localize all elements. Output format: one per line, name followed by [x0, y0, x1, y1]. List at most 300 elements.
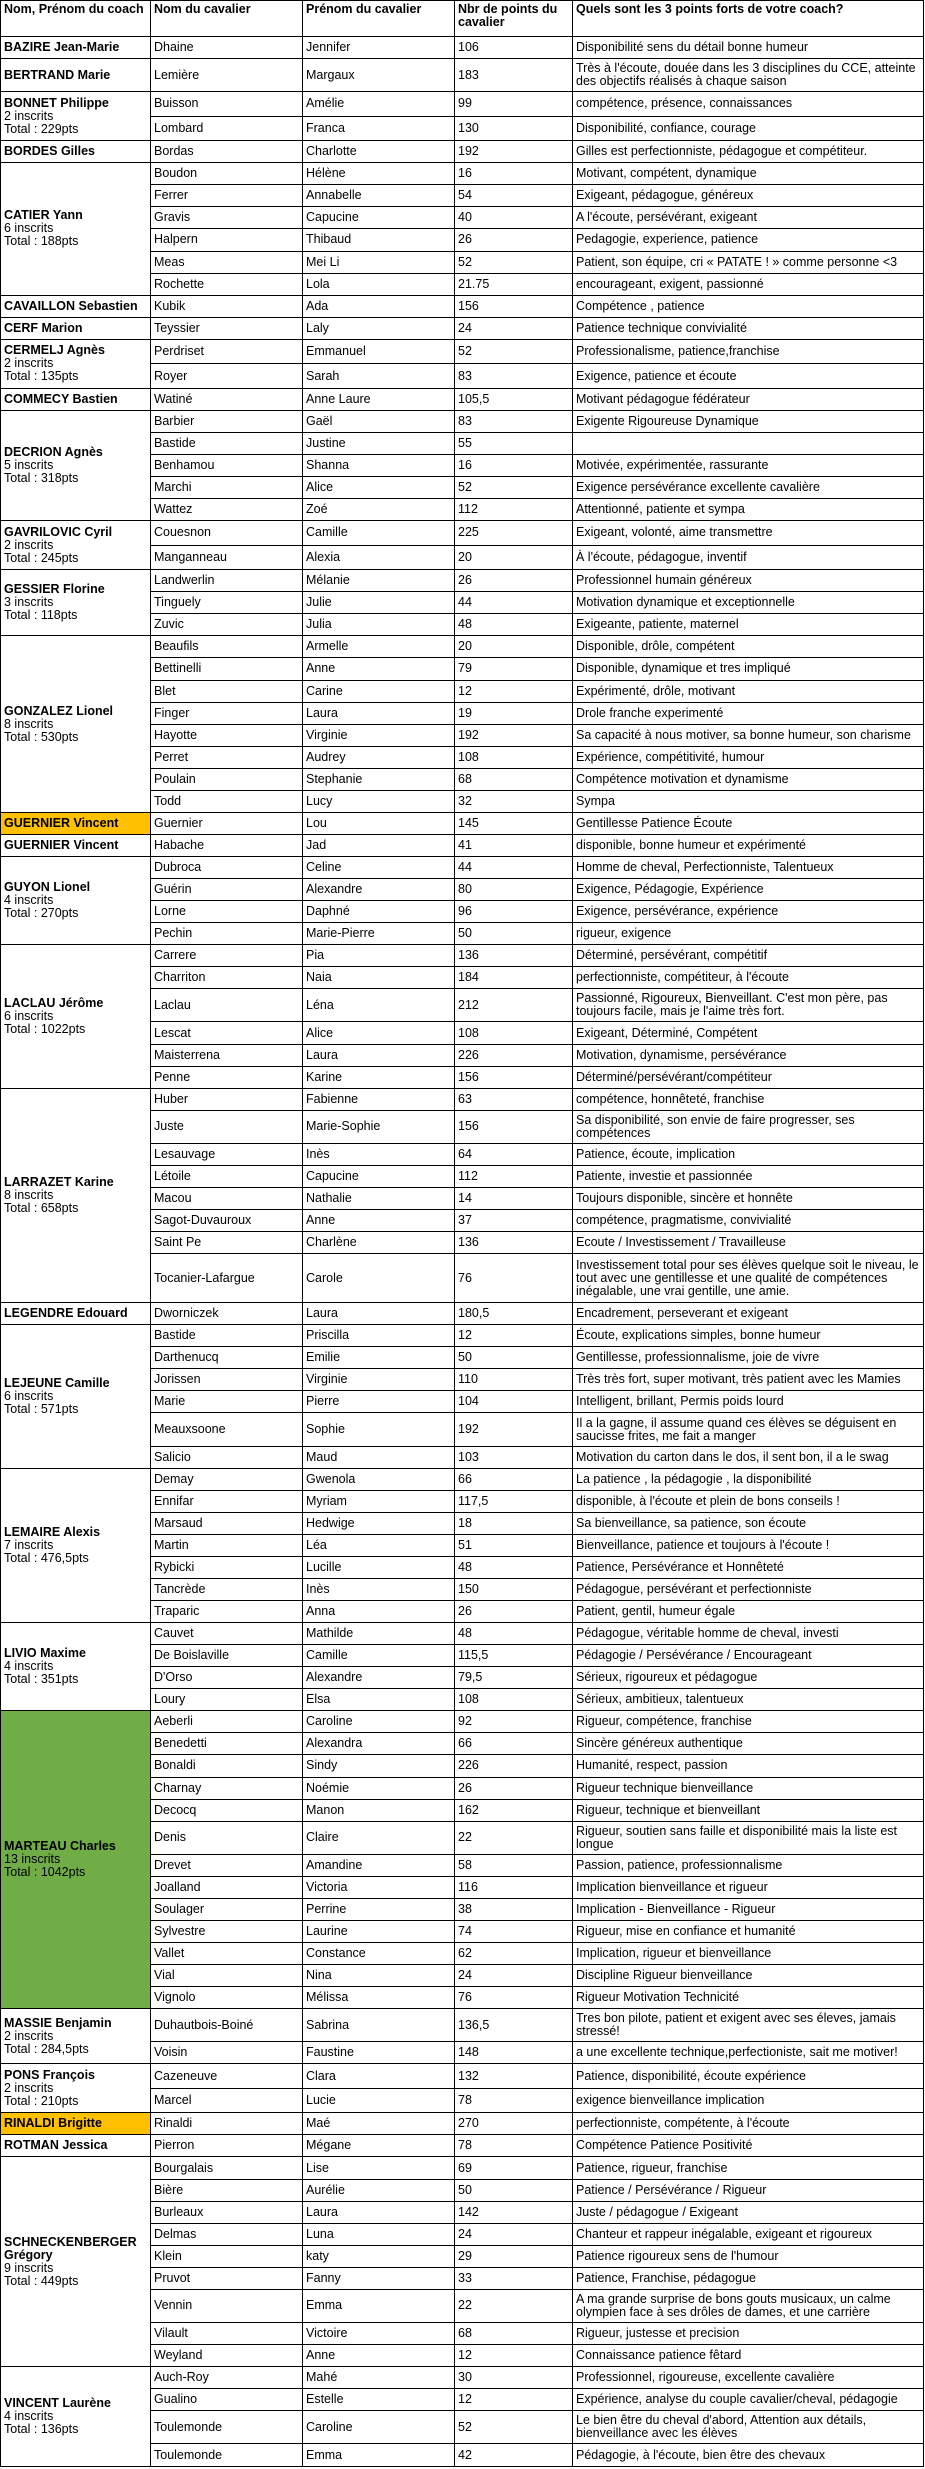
table-row: [1, 2367, 924, 2389]
rider-points: 76: [455, 1254, 573, 1303]
rider-last-name: Penne: [151, 1066, 303, 1088]
coach-strengths: Sa capacité à nous motiver, sa bonne humeur, son charisme: [573, 724, 924, 746]
coach-strengths: Exigence, patience et écoute: [573, 364, 924, 389]
rider-last-name: Halpern: [151, 229, 303, 251]
coach-total-points: Total : 118pts: [4, 608, 78, 623]
rider-last-name: Cauvet: [151, 1623, 303, 1645]
rider-last-name: Decocq: [151, 1799, 303, 1821]
rider-points: 116: [455, 1876, 573, 1898]
rider-first-name: Carine: [303, 680, 455, 702]
table-row: [1, 1468, 924, 1490]
coach-rider-count: 6 inscrits: [4, 1388, 54, 1403]
rider-first-name: Laly: [303, 317, 455, 339]
rider-points: 108: [455, 746, 573, 768]
rider-points: 55: [455, 432, 573, 454]
rider-first-name: Mei Li: [303, 251, 455, 273]
table-row: [1, 410, 924, 432]
rider-points: 110: [455, 1369, 573, 1391]
rider-last-name: Gravis: [151, 207, 303, 229]
rider-points: 226: [455, 1044, 573, 1066]
rider-last-name: Rybicki: [151, 1556, 303, 1578]
table-row: [1, 812, 924, 834]
coach-rider-count: 4 inscrits: [4, 2409, 54, 2424]
rider-points: 18: [455, 1512, 573, 1534]
rider-last-name: Weyland: [151, 2345, 303, 2367]
rider-first-name: Amélie: [303, 92, 455, 117]
rider-first-name: Audrey: [303, 746, 455, 768]
coach-strengths: Patience, Persévérance et Honnêteté: [573, 1556, 924, 1578]
rider-points: 52: [455, 477, 573, 499]
coach-strengths: Patience, disponibilité, écoute expérience: [573, 2064, 924, 2089]
rider-last-name: Wattez: [151, 499, 303, 521]
rider-points: 24: [455, 2223, 573, 2245]
rider-last-name: Charriton: [151, 967, 303, 989]
rider-last-name: Tancrède: [151, 1578, 303, 1600]
rider-first-name: Emmanuel: [303, 339, 455, 364]
coach-rider-count: 6 inscrits: [4, 221, 54, 236]
rider-last-name: Couesnon: [151, 521, 303, 546]
coach-cell: [1, 59, 151, 92]
table-row: [1, 521, 924, 546]
coach-strengths: compétence, pragmatisme, convivialité: [573, 1210, 924, 1232]
rider-points: 83: [455, 364, 573, 389]
rider-last-name: Landwerlin: [151, 570, 303, 592]
rider-last-name: Delmas: [151, 2223, 303, 2245]
rider-last-name: Meauxsoone: [151, 1413, 303, 1446]
rider-points: 58: [455, 1854, 573, 1876]
rider-points: 270: [455, 2113, 573, 2135]
coach-strengths: Sa disponibilité, son envie de faire progresser, ses compétences: [573, 1110, 924, 1143]
coach-total-points: Total : 476,5pts: [4, 1550, 89, 1565]
rider-last-name: Todd: [151, 790, 303, 812]
rider-first-name: Anne Laure: [303, 388, 455, 410]
coach-strengths: Le bien être du cheval d'abord, Attention aux détails, bienveillance avec les élèves: [573, 2411, 924, 2444]
rider-first-name: Noémie: [303, 1777, 455, 1799]
rider-first-name: Gwenola: [303, 1468, 455, 1490]
coach-name: COMMECY Bastien: [4, 391, 118, 406]
coach-strengths: Gentillesse Patience Écoute: [573, 812, 924, 834]
rider-points: 22: [455, 2289, 573, 2322]
rider-last-name: Pierron: [151, 2135, 303, 2157]
rider-first-name: Armelle: [303, 636, 455, 658]
rider-last-name: Rochette: [151, 273, 303, 295]
rider-points: 54: [455, 185, 573, 207]
coach-strengths: Discipline Rigueur bienveillance: [573, 1965, 924, 1987]
rider-points: 192: [455, 141, 573, 163]
rider-first-name: Carole: [303, 1254, 455, 1303]
rider-last-name: Carrere: [151, 945, 303, 967]
rider-points: 156: [455, 1110, 573, 1143]
coach-total-points: Total : 210pts: [4, 2093, 79, 2108]
rider-first-name: Pierre: [303, 1391, 455, 1413]
col-rider-first-name-header: Prénom du cavalier: [303, 1, 455, 37]
coach-cell: [1, 1468, 151, 1622]
coach-total-points: Total : 188pts: [4, 234, 79, 249]
rider-first-name: Luna: [303, 2223, 455, 2245]
coach-strengths: Tres bon pilote, patient et exigent avec ses éleves, jamais stressé!: [573, 2009, 924, 2042]
rider-points: 76: [455, 1987, 573, 2009]
coach-name: GESSIER Florine: [4, 582, 105, 597]
coach-cell: [1, 92, 151, 141]
coach-strengths: Expérimenté, drôle, motivant: [573, 680, 924, 702]
coach-cell: [1, 410, 151, 520]
rider-points: 130: [455, 116, 573, 141]
rider-last-name: Toulemonde: [151, 2411, 303, 2444]
rider-first-name: Alexandra: [303, 1733, 455, 1755]
rider-first-name: Alexandre: [303, 879, 455, 901]
rider-last-name: Huber: [151, 1088, 303, 1110]
rider-first-name: Elsa: [303, 1689, 455, 1711]
coach-total-points: Total : 135pts: [4, 369, 79, 384]
coach-strengths: Exigeant, Déterminé, Compétent: [573, 1022, 924, 1044]
rider-last-name: Barbier: [151, 410, 303, 432]
coach-strengths: Rigueur Motivation Technicité: [573, 1987, 924, 2009]
rider-last-name: Teyssier: [151, 317, 303, 339]
coach-strengths: Disponible, drôle, compétent: [573, 636, 924, 658]
rider-points: 22: [455, 1821, 573, 1854]
coach-strengths: Patience rigoureux sens de l'humour: [573, 2245, 924, 2267]
coach-name: CERF Marion: [4, 320, 83, 335]
coach-strengths: Sa bienveillance, sa patience, son écoute: [573, 1512, 924, 1534]
rider-last-name: Vignolo: [151, 1987, 303, 2009]
rider-last-name: Bonaldi: [151, 1755, 303, 1777]
rider-points: 19: [455, 702, 573, 724]
rider-points: 80: [455, 879, 573, 901]
rider-first-name: Ada: [303, 295, 455, 317]
rider-last-name: Cazeneuve: [151, 2064, 303, 2089]
rider-first-name: Justine: [303, 432, 455, 454]
rider-last-name: Hayotte: [151, 724, 303, 746]
coach-strengths: Rigueur technique bienveillance: [573, 1777, 924, 1799]
rider-last-name: Bastide: [151, 1325, 303, 1347]
rider-points: 105,5: [455, 388, 573, 410]
rider-last-name: Darthenucq: [151, 1347, 303, 1369]
rider-first-name: Sarah: [303, 364, 455, 389]
rider-first-name: Thibaud: [303, 229, 455, 251]
rider-points: 63: [455, 1088, 573, 1110]
rider-points: 12: [455, 2345, 573, 2367]
coach-strengths: Rigueur, mise en confiance et humanité: [573, 1920, 924, 1942]
coach-strengths: Implication, rigueur et bienveillance: [573, 1942, 924, 1964]
rider-points: 33: [455, 2267, 573, 2289]
coach-strengths: Exigence persévérance excellente cavalière: [573, 477, 924, 499]
rider-last-name: Maisterrena: [151, 1044, 303, 1066]
rider-last-name: Lombard: [151, 116, 303, 141]
rider-first-name: Daphné: [303, 901, 455, 923]
rider-first-name: Perrine: [303, 1898, 455, 1920]
rider-last-name: Kubik: [151, 295, 303, 317]
coach-strengths: Professionnel humain généreux: [573, 570, 924, 592]
rider-last-name: Marchi: [151, 477, 303, 499]
rider-last-name: Demay: [151, 1468, 303, 1490]
rider-points: 44: [455, 592, 573, 614]
coach-cell: [1, 1303, 151, 1325]
coach-rider-count: 2 inscrits: [4, 356, 54, 371]
coach-name: BONNET Philippe: [4, 95, 109, 110]
coach-rider-count: 2 inscrits: [4, 2028, 54, 2043]
coach-strengths: Patience, Franchise, pédagogue: [573, 2267, 924, 2289]
rider-points: 96: [455, 901, 573, 923]
rider-first-name: Celine: [303, 857, 455, 879]
coach-name: CERMELJ Agnès: [4, 343, 105, 358]
coach-strengths: Écoute, explications simples, bonne humeur: [573, 1325, 924, 1347]
rider-first-name: Zoé: [303, 499, 455, 521]
rider-points: 180,5: [455, 1303, 573, 1325]
rider-points: 26: [455, 1777, 573, 1799]
coach-cell: [1, 834, 151, 856]
coach-strengths: Homme de cheval, Perfectionniste, Talentueux: [573, 857, 924, 879]
table-row: [1, 2009, 924, 2042]
coach-cell: [1, 2367, 151, 2467]
coach-strengths: Motivation dynamique et exceptionnelle: [573, 592, 924, 614]
coach-strengths: Ecoute / Investissement / Travailleuse: [573, 1232, 924, 1254]
coach-name: GONZALEZ Lionel: [4, 703, 114, 718]
coach-strengths: compétence, présence, connaissances: [573, 92, 924, 117]
coach-total-points: Total : 136pts: [4, 2422, 79, 2437]
rider-points: 78: [455, 2088, 573, 2113]
rider-points: 50: [455, 1347, 573, 1369]
coach-strengths: Encadrement, perseverant et exigeant: [573, 1303, 924, 1325]
table-row: [1, 92, 924, 117]
rider-first-name: Inès: [303, 1578, 455, 1600]
rider-points: 29: [455, 2245, 573, 2267]
rider-last-name: Bettinelli: [151, 658, 303, 680]
coach-strengths: Exigence, Pédagogie, Expérience: [573, 879, 924, 901]
coach-strengths: Passionné, Rigoureux, Bienveillant. C'est mon père, pas toujours facile, mais je l'aime très fort.: [573, 989, 924, 1022]
rider-points: 12: [455, 1325, 573, 1347]
coach-cell: [1, 37, 151, 59]
coach-strengths: A l'écoute, persévérant, exigeant: [573, 207, 924, 229]
rider-points: 24: [455, 1965, 573, 1987]
coach-cell: [1, 1325, 151, 1468]
coach-cell: [1, 317, 151, 339]
rider-points: 41: [455, 834, 573, 856]
coach-cell: [1, 2113, 151, 2135]
coach-total-points: Total : 229pts: [4, 121, 79, 136]
rider-first-name: Laurine: [303, 1920, 455, 1942]
rider-last-name: Charnay: [151, 1777, 303, 1799]
coach-name: CAVAILLON Sebastien: [4, 298, 138, 313]
rider-first-name: Manon: [303, 1799, 455, 1821]
table-row: [1, 339, 924, 364]
coach-name: VINCENT Laurène: [4, 2396, 111, 2411]
table-row: [1, 141, 924, 163]
coach-strengths: Motivant, compétent, dynamique: [573, 163, 924, 185]
coach-cell: [1, 2009, 151, 2064]
coach-strengths: Motivation, dynamisme, persévérance: [573, 1044, 924, 1066]
rider-points: 92: [455, 1711, 573, 1733]
rider-last-name: Dhaine: [151, 37, 303, 59]
rider-last-name: Saint Pe: [151, 1232, 303, 1254]
rider-points: 112: [455, 1165, 573, 1187]
coach-strengths: Patience technique convivialité: [573, 317, 924, 339]
rider-first-name: Anne: [303, 1210, 455, 1232]
rider-last-name: Dworniczek: [151, 1303, 303, 1325]
rider-first-name: Laura: [303, 1303, 455, 1325]
rider-first-name: Virginie: [303, 724, 455, 746]
coach-strengths: Rigueur, justesse et precision: [573, 2322, 924, 2344]
coach-cell: [1, 2157, 151, 2367]
rider-last-name: Pruvot: [151, 2267, 303, 2289]
rider-first-name: Claire: [303, 1821, 455, 1854]
rider-points: 16: [455, 454, 573, 476]
rider-points: 162: [455, 1799, 573, 1821]
coach-strengths: Investissement total pour ses élèves quelque soit le niveau, le tout avec une gentillesse et une qualité de compétences inégalable, une vrai gentille, une amie.: [573, 1254, 924, 1303]
rider-last-name: Lescat: [151, 1022, 303, 1044]
coach-cell: [1, 339, 151, 388]
coach-strengths: Implication bienveillance et rigueur: [573, 1876, 924, 1898]
rider-points: 66: [455, 1733, 573, 1755]
rider-points: 69: [455, 2157, 573, 2179]
coach-strengths: Pedagogie, experience, patience: [573, 229, 924, 251]
coach-strengths: Motivée, expérimentée, rassurante: [573, 454, 924, 476]
coach-strengths: Compétence Patience Positivité: [573, 2135, 924, 2157]
coach-strengths: Exigente Rigoureuse Dynamique: [573, 410, 924, 432]
coach-rider-count: 4 inscrits: [4, 893, 54, 908]
rider-points: 14: [455, 1187, 573, 1209]
rider-last-name: Joalland: [151, 1876, 303, 1898]
rider-points: 148: [455, 2042, 573, 2064]
rider-last-name: Salicio: [151, 1446, 303, 1468]
rider-last-name: Gualino: [151, 2389, 303, 2411]
rider-last-name: Loury: [151, 1689, 303, 1711]
rider-last-name: Vial: [151, 1965, 303, 1987]
coach-strengths: [573, 432, 924, 454]
rider-first-name: Léna: [303, 989, 455, 1022]
table-row: [1, 317, 924, 339]
rider-points: 26: [455, 229, 573, 251]
rider-points: 136: [455, 1232, 573, 1254]
rider-last-name: Tocanier-Lafargue: [151, 1254, 303, 1303]
coach-strengths: Rigueur, soutien sans faille et disponibilité mais la liste est longue: [573, 1821, 924, 1854]
table-row: [1, 834, 924, 856]
table-row: [1, 37, 924, 59]
rider-first-name: Emma: [303, 2289, 455, 2322]
coach-cell: [1, 295, 151, 317]
rider-first-name: Fanny: [303, 2267, 455, 2289]
coach-strengths: La patience , la pédagogie , la disponibilité: [573, 1468, 924, 1490]
rider-last-name: Jorissen: [151, 1369, 303, 1391]
coach-name: LEJEUNE Camille: [4, 1375, 110, 1390]
coach-strengths: Professionalisme, patience,franchise: [573, 339, 924, 364]
coach-strengths: Compétence motivation et dynamisme: [573, 768, 924, 790]
rider-points: 16: [455, 163, 573, 185]
rider-last-name: Tinguely: [151, 592, 303, 614]
rider-first-name: Clara: [303, 2064, 455, 2089]
rider-points: 44: [455, 857, 573, 879]
rider-first-name: Laura: [303, 1044, 455, 1066]
rider-points: 112: [455, 499, 573, 521]
rider-first-name: Mélissa: [303, 1987, 455, 2009]
rider-first-name: Lucy: [303, 790, 455, 812]
rider-first-name: Maé: [303, 2113, 455, 2135]
rider-first-name: Emma: [303, 2444, 455, 2467]
rider-last-name: Vilault: [151, 2322, 303, 2344]
coach-name: LEGENDRE Edouard: [4, 1306, 128, 1321]
rider-first-name: Nathalie: [303, 1187, 455, 1209]
rider-first-name: Sophie: [303, 1413, 455, 1446]
rider-first-name: Mahé: [303, 2367, 455, 2389]
rider-first-name: Margaux: [303, 59, 455, 92]
coach-strengths: Chanteur et rappeur inégalable, exigeant et rigoureux: [573, 2223, 924, 2245]
coach-strengths: Toujours disponible, sincère et honnête: [573, 1187, 924, 1209]
table-row: [1, 570, 924, 592]
rider-first-name: Caroline: [303, 2411, 455, 2444]
rider-points: 79,5: [455, 1667, 573, 1689]
coach-strengths: Compétence , patience: [573, 295, 924, 317]
coach-strengths: Très à l'écoute, douée dans les 3 disciplines du CCE, atteinte des objectifs réalisés à chaque saison: [573, 59, 924, 92]
coach-cell: [1, 388, 151, 410]
coach-strengths: Implication - Bienveillance - Rigueur: [573, 1898, 924, 1920]
coach-strengths: Disponibilité, confiance, courage: [573, 116, 924, 141]
coach-strengths: Patient, gentil, humeur égale: [573, 1601, 924, 1623]
rider-first-name: Shanna: [303, 454, 455, 476]
col-coach-header: Nom, Prénom du coach: [1, 1, 151, 37]
rider-last-name: Lorne: [151, 901, 303, 923]
coach-strengths: Patient, son équipe, cri « PATATE ! » comme personne <3: [573, 251, 924, 273]
rider-points: 83: [455, 410, 573, 432]
rider-first-name: Anna: [303, 1601, 455, 1623]
table-row: [1, 2064, 924, 2089]
coach-strengths: rigueur, exigence: [573, 923, 924, 945]
rider-first-name: Nina: [303, 1965, 455, 1987]
rider-last-name: Toulemonde: [151, 2444, 303, 2467]
rider-points: 42: [455, 2444, 573, 2467]
coach-cell: [1, 1711, 151, 2009]
coach-cell: [1, 812, 151, 834]
coach-strengths: compétence, honnêteté, franchise: [573, 1088, 924, 1110]
rider-first-name: Virginie: [303, 1369, 455, 1391]
rider-points: 64: [455, 1143, 573, 1165]
coach-strengths: Sérieux, rigoureux et pédagogue: [573, 1667, 924, 1689]
rider-first-name: Pia: [303, 945, 455, 967]
rider-points: 52: [455, 339, 573, 364]
rider-first-name: Mégane: [303, 2135, 455, 2157]
rider-first-name: Annabelle: [303, 185, 455, 207]
rider-points: 48: [455, 614, 573, 636]
coach-strengths: Expérience, analyse du couple cavalier/cheval, pédagogie: [573, 2389, 924, 2411]
rider-points: 66: [455, 1468, 573, 1490]
coach-total-points: Total : 284,5pts: [4, 2041, 89, 2056]
rider-points: 115,5: [455, 1645, 573, 1667]
rider-last-name: Perdriset: [151, 339, 303, 364]
coach-strengths: exigence bienveillance implication: [573, 2088, 924, 2113]
rider-first-name: Naia: [303, 967, 455, 989]
rider-last-name: Marie: [151, 1391, 303, 1413]
rider-last-name: Sagot-Duvauroux: [151, 1210, 303, 1232]
coach-rider-count: 8 inscrits: [4, 1187, 54, 1202]
rider-points: 156: [455, 1066, 573, 1088]
rider-points: 20: [455, 545, 573, 570]
rider-first-name: Franca: [303, 116, 455, 141]
coach-rider-count: 6 inscrits: [4, 1008, 54, 1023]
coach-rider-count: 3 inscrits: [4, 595, 54, 610]
rider-first-name: Julia: [303, 614, 455, 636]
rider-last-name: Macou: [151, 1187, 303, 1209]
rider-first-name: Lola: [303, 273, 455, 295]
table-row: [1, 636, 924, 658]
coach-rider-count: 2 inscrits: [4, 537, 54, 552]
rider-points: 225: [455, 521, 573, 546]
rider-points: 156: [455, 295, 573, 317]
coach-name: GUERNIER Vincent: [4, 837, 119, 852]
rider-last-name: Guérin: [151, 879, 303, 901]
rider-last-name: Buisson: [151, 92, 303, 117]
rider-points: 26: [455, 1601, 573, 1623]
rider-last-name: Lesauvage: [151, 1143, 303, 1165]
rider-first-name: Anne: [303, 658, 455, 680]
coach-strengths: Déterminé/persévérant/compétiteur: [573, 1066, 924, 1088]
